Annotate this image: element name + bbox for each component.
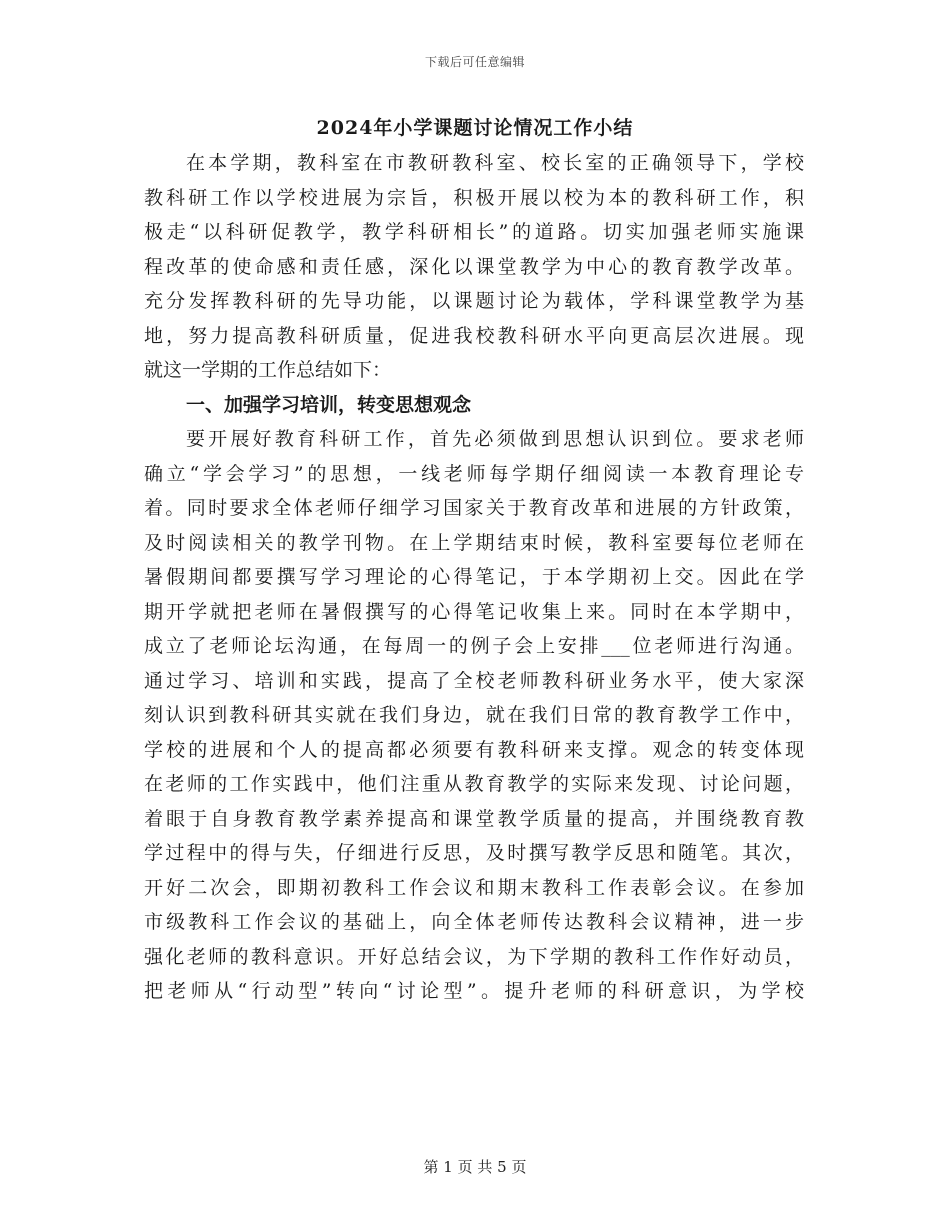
paragraph-line: 及时阅读相关的教学刊物。在上学期结束时候，教科室要每位老师在 <box>144 531 804 554</box>
page-header-note: 下载后可任意编辑 <box>424 55 525 69</box>
paragraph-line: 地，努力提高教科研质量，促进我校教科研水平向更高层次进展。现 <box>144 324 804 347</box>
paragraph-line: 要开展好教育科研工作，首先必须做到思想认识到位。要求老师 <box>186 428 804 450</box>
paragraph-line: 通过学习、培训和实践，提高了全校老师教科研业务水平，使大家深 <box>144 669 804 692</box>
paragraph-line: 教科研工作以学校进展为宗旨，积极开展以校为本的教科研工作，积 <box>144 186 804 209</box>
paragraph-line: 暑假期间都要撰写学习理论的心得笔记，于本学期初上交。因此在学 <box>144 566 804 588</box>
section-heading: 一、加强学习培训，转变思想观念 <box>186 393 472 416</box>
paragraph-line: 就这一学期的工作总结如下： <box>144 359 392 381</box>
paragraph-line: 开好二次会，即期初教科工作会议和期末教科工作表彰会议。在参加 <box>144 876 804 899</box>
paragraph-line: 市级教科工作会议的基础上，向全体老师传达教科会议精神，进一步 <box>144 911 804 933</box>
paragraph-line: 学校的进展和个人的提高都必须要有教科研来支撑。观念的转变体现 <box>144 738 804 761</box>
paragraph-line: 着。同时要求全体老师仔细学习国家关于教育改革和进展的方针政策， <box>144 497 804 519</box>
paragraph-line: 极走“以科研促教学，教学科研相长”的道路。切实加强老师实施课 <box>144 221 804 243</box>
paragraph-line: 程改革的使命感和责任感，深化以课堂教学为中心的教育教学改革。 <box>144 255 804 278</box>
paragraph-line: 强化老师的教科意识。开好总结会议，为下学期的教科工作作好动员， <box>144 945 804 968</box>
paragraph-line: 把老师从“行动型”转向“讨论型”。提升老师的科研意识，为学校 <box>144 980 804 1002</box>
paragraph-line: 着眼于自身教育教学素养提高和课堂教学质量的提高，并围绕教育教 <box>144 807 804 830</box>
paragraph-line: 充分发挥教科研的先导功能，以课题讨论为载体，学科课堂教学为基 <box>144 290 804 312</box>
paragraph-line: 刻认识到教科研其实就在我们身边，就在我们日常的教育教学工作中， <box>144 704 804 726</box>
paragraph-line: 在本学期，教科室在市教研教科室、校长室的正确领导下，学校 <box>186 152 804 174</box>
document-title: 2024年小学课题讨论情况工作小结 <box>316 117 634 139</box>
paragraph-line: 确立“学会学习”的思想，一线老师每学期仔细阅读一本教育理论专 <box>144 462 804 485</box>
paragraph-line: 学过程中的得与失，仔细进行反思，及时撰写教学反思和随笔。其次， <box>144 842 804 864</box>
page-number: 第 1 页 共 5 页 <box>423 1158 527 1176</box>
paragraph-line: 成立了老师论坛沟通，在每周一的例子会上安排___位老师进行沟通。 <box>144 635 804 657</box>
document-body <box>144 146 804 1009</box>
paragraph-line: 期开学就把老师在暑假撰写的心得笔记收集上来。同时在本学期中， <box>144 600 804 623</box>
paragraph-line: 在老师的工作实践中，他们注重从教育教学的实际来发现、讨论问题， <box>144 773 804 795</box>
